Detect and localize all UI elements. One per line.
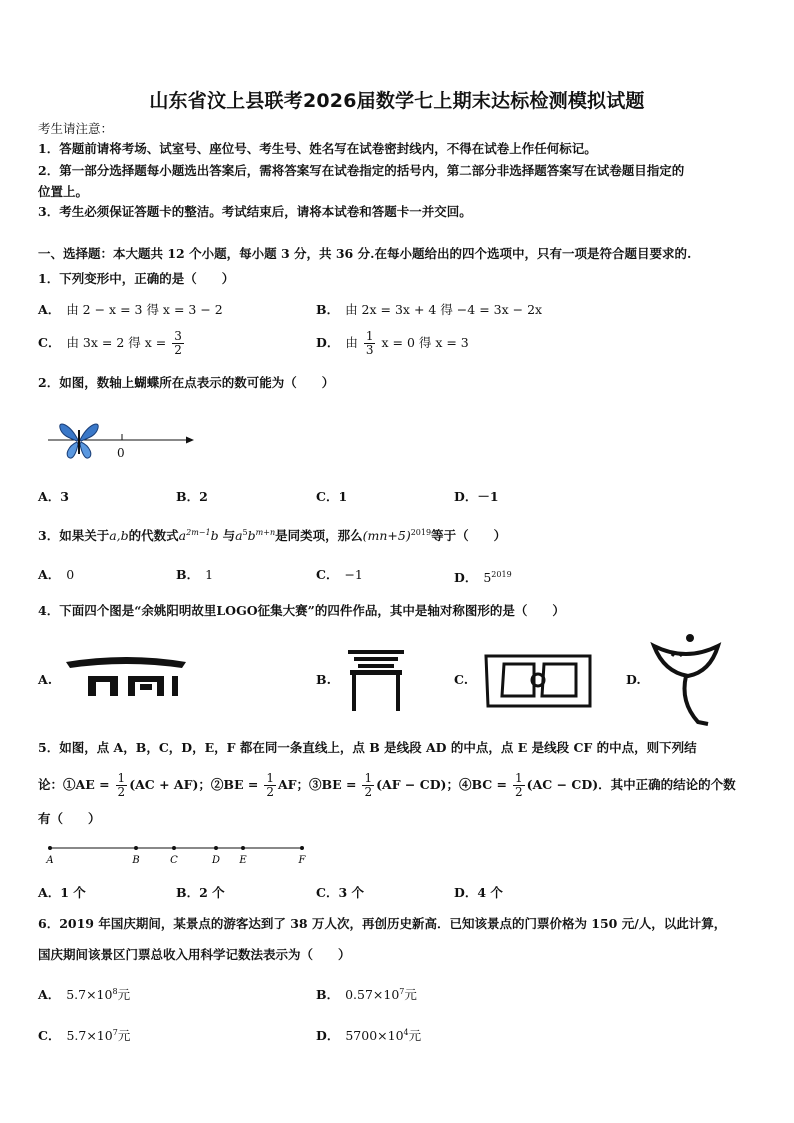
q4-option-d-label: D. — [626, 672, 641, 687]
q3-option-d — [454, 566, 512, 587]
q1-option-c-den: 2 — [174, 343, 182, 357]
q6-option-d-base: 5700×10 — [345, 1028, 404, 1044]
q2-option-d: D．－1 — [454, 489, 499, 504]
section-heading: 一、选择题：本大题共 12 个小题，每小题 3 分，共 36 分.在每小题给出的四个选项中，只有一项是符合题目要求的. — [38, 246, 692, 261]
q6-option-d — [316, 1024, 421, 1045]
q6-line2: 国庆期间该景区门票总收入用科学记数法表示为（ ） — [38, 947, 351, 962]
q5-option-b: B．2 个 — [176, 885, 225, 900]
q3-mid1: 的代数式 — [128, 528, 179, 544]
q6-option-a-unit: 元 — [117, 987, 131, 1003]
q3-exp2b: m+n — [255, 528, 276, 537]
logo-b-icon — [344, 646, 408, 714]
q6-option-b-base: 0.57×10 — [345, 987, 400, 1003]
q3-expr2: a — [235, 528, 243, 544]
q5-half-3-den: 2 — [364, 785, 373, 799]
q6-option-c-label: C． — [38, 1028, 61, 1044]
q2-stem: 2．如图，数轴上蝴蝶所在点表示的数可能为（ ） — [38, 375, 335, 390]
q3-option-c — [316, 566, 363, 584]
q3-option-b-label: B． — [176, 567, 200, 582]
q1-option-d — [316, 330, 469, 357]
q5-line1: 5．如图，点 A，B，C，D，E，F 都在同一条直线上，点 B 是线段 AD 的中点，点 E 是线段 CF 的中点，则下列结 — [38, 740, 697, 755]
q5-half-3 — [362, 772, 374, 799]
q3-expr1b: b — [210, 528, 219, 544]
segment-point-c — [172, 846, 176, 850]
q1-option-a — [38, 301, 223, 319]
q5-c1-pre: 论：①AE = — [38, 777, 110, 792]
q1-option-b-label: B． — [316, 302, 340, 317]
q5-half-4 — [513, 772, 525, 799]
notice-heading: 考生请注意： — [38, 121, 114, 136]
q3-exp3: 2019 — [410, 528, 432, 537]
q2-option-c: C．1 — [316, 489, 348, 504]
segment-label-f: F — [298, 855, 306, 866]
q1-option-d-post: x = 0 得 x = 3 — [381, 335, 469, 350]
q3-option-d-base: 5 — [483, 570, 492, 586]
logo-a-icon — [64, 654, 188, 700]
q1-option-c — [38, 330, 186, 357]
q3-expr1: a — [178, 528, 187, 544]
q2-option-a: A．3 — [38, 489, 69, 504]
number-line-zero-label: 0 — [117, 446, 125, 460]
q3-option-a-label: A． — [38, 567, 61, 582]
number-line-arrow — [186, 437, 194, 444]
q6-option-c-unit: 元 — [117, 1028, 131, 1044]
q6-option-a — [38, 983, 130, 1004]
q1-option-a-text: 由 2 − x = 3 得 x = 3 − 2 — [66, 302, 223, 317]
q1-option-d-pre: 由 — [345, 335, 358, 350]
q1-option-d-num: 1 — [365, 329, 374, 343]
q6-option-d-label: D． — [316, 1028, 340, 1044]
q3-exp2a: 5 — [242, 528, 248, 537]
q3-option-c-value: −1 — [344, 567, 363, 582]
q4-option-a-label: A. — [38, 672, 53, 687]
segment-label-d: D — [211, 855, 221, 866]
q3-expr2b: b — [247, 528, 256, 544]
butterfly-icon — [60, 424, 98, 458]
q1-option-b-text: 由 2x = 3x + 4 得 −4 = 3x − 2x — [345, 302, 543, 317]
segment-point-d — [214, 846, 218, 850]
q5-half-2 — [264, 772, 276, 799]
q5-half-1-num: 1 — [117, 771, 126, 785]
q5-half-4-num: 1 — [515, 771, 523, 785]
segment-label-a: A — [46, 855, 54, 866]
q5-half-3-num: 1 — [364, 771, 373, 785]
q5-half-4-den: 2 — [515, 785, 523, 799]
q6-option-d-unit: 元 — [408, 1028, 422, 1044]
segment-point-a — [48, 846, 52, 850]
q5-option-d: D．4 个 — [454, 885, 503, 900]
q3-expr3: (mn+5) — [362, 528, 411, 544]
q6-option-b-label: B． — [316, 987, 340, 1003]
q1-option-b — [316, 301, 542, 319]
notice-item-2-cont: 位置上。 — [38, 184, 89, 199]
notice-item-2: 2．第一部分选择题每小题选出答案后，需将答案写在试卷指定的括号内，第二部分非选择题答案写在试卷题目指定的 — [38, 163, 685, 178]
q6-option-a-exp: 8 — [112, 987, 118, 996]
q6-option-c-exp: 7 — [112, 1028, 118, 1037]
q3-option-b — [176, 566, 213, 584]
segment-label-b: B — [132, 855, 140, 866]
q5-option-a: A．1 个 — [38, 885, 86, 900]
q3-option-c-label: C． — [316, 567, 339, 582]
logo-c-icon — [482, 650, 594, 710]
q3-pre: 3．如果关于 — [38, 528, 110, 544]
q5-c1-post: (AC + AF)；②BE = — [129, 777, 259, 792]
segment-label-c: C — [170, 855, 178, 866]
q1-stem: 1．下列变形中，正确的是（ ） — [38, 271, 235, 286]
q5-line3: 有（ ） — [38, 811, 101, 826]
q6-option-b-unit: 元 — [404, 987, 417, 1003]
q6-option-b — [316, 983, 417, 1004]
segment-label-e: E — [239, 855, 247, 866]
q6-option-a-label: A． — [38, 987, 61, 1003]
q3-mid2: 与 — [222, 528, 236, 544]
q5-conclusions — [38, 772, 736, 799]
q1-option-c-label: C． — [38, 335, 61, 350]
segment-point-b — [134, 846, 138, 850]
q3-option-b-value: 1 — [205, 567, 214, 582]
q4-option-c-label: C. — [454, 672, 469, 687]
q6-option-c-base: 5.7×10 — [66, 1028, 113, 1044]
q1-option-c-fraction — [172, 330, 184, 357]
notice-item-3: 3．考生必须保证答题卡的整洁。考试结束后，请将本试卷和答题卡一并交回。 — [38, 204, 472, 219]
segment-point-e — [241, 846, 245, 850]
q5-half-1-den: 2 — [117, 785, 126, 799]
q3-option-a-value: 0 — [66, 567, 75, 582]
q3-stem — [38, 524, 506, 545]
q3-post: 等于（ ） — [431, 528, 507, 544]
q6-line1: 6．2019 年国庆期间，某景点的游客达到了 38 万人次，再创历史新高．已知该景点的门票价格为 150 元/人，以此计算， — [38, 916, 727, 931]
q5-c4-post: (AC − CD)．其中正确的结论的个数 — [526, 777, 736, 792]
segment-figure — [44, 840, 314, 868]
q5-c3-post: (AF − CD)；④BC = — [376, 777, 508, 792]
q1-option-d-label: D． — [316, 335, 340, 350]
q6-option-c — [38, 1024, 130, 1045]
q6-option-d-exp: 4 — [403, 1028, 409, 1037]
q1-option-c-pre: 由 3x = 2 得 x = — [66, 335, 167, 350]
q6-option-a-base: 5.7×10 — [66, 987, 113, 1003]
q5-c2-post: AF；③BE = — [277, 777, 357, 792]
q3-option-d-label: D． — [454, 570, 478, 586]
q3-mid3: 是同类项，那么 — [275, 528, 363, 544]
page-title: 山东省汶上县联考2026届数学七上期末达标检测模拟试题 — [149, 90, 645, 112]
q1-option-d-den: 3 — [365, 343, 374, 357]
q5-half-1 — [116, 772, 128, 799]
q4-option-b-label: B. — [316, 672, 331, 687]
q5-half-2-num: 1 — [266, 771, 274, 785]
q3-option-a — [38, 566, 74, 584]
q2-option-b: B．2 — [176, 489, 208, 504]
q1-option-d-fraction — [364, 330, 376, 357]
q4-stem: 4．下面四个图是“余姚阳明故里LOGO征集大赛”的四件作品，其中是轴对称图形的是（ ） — [38, 603, 565, 618]
logo-d-icon — [650, 632, 722, 726]
segment-point-f — [300, 846, 304, 850]
q3-exp1: 2m−1 — [186, 528, 211, 537]
q3-vars: a,b — [109, 528, 129, 544]
q3-option-d-exp: 2019 — [491, 570, 512, 579]
q1-option-c-num: 3 — [174, 329, 182, 343]
q6-option-b-exp: 7 — [399, 987, 405, 996]
notice-item-1: 1．答题前请将考场、试室号、座位号、考生号、姓名写在试卷密封线内，不得在试卷上作任何标记。 — [38, 141, 597, 156]
q5-option-c: C．3 个 — [316, 885, 364, 900]
q1-option-a-label: A． — [38, 302, 61, 317]
q5-half-2-den: 2 — [266, 785, 274, 799]
